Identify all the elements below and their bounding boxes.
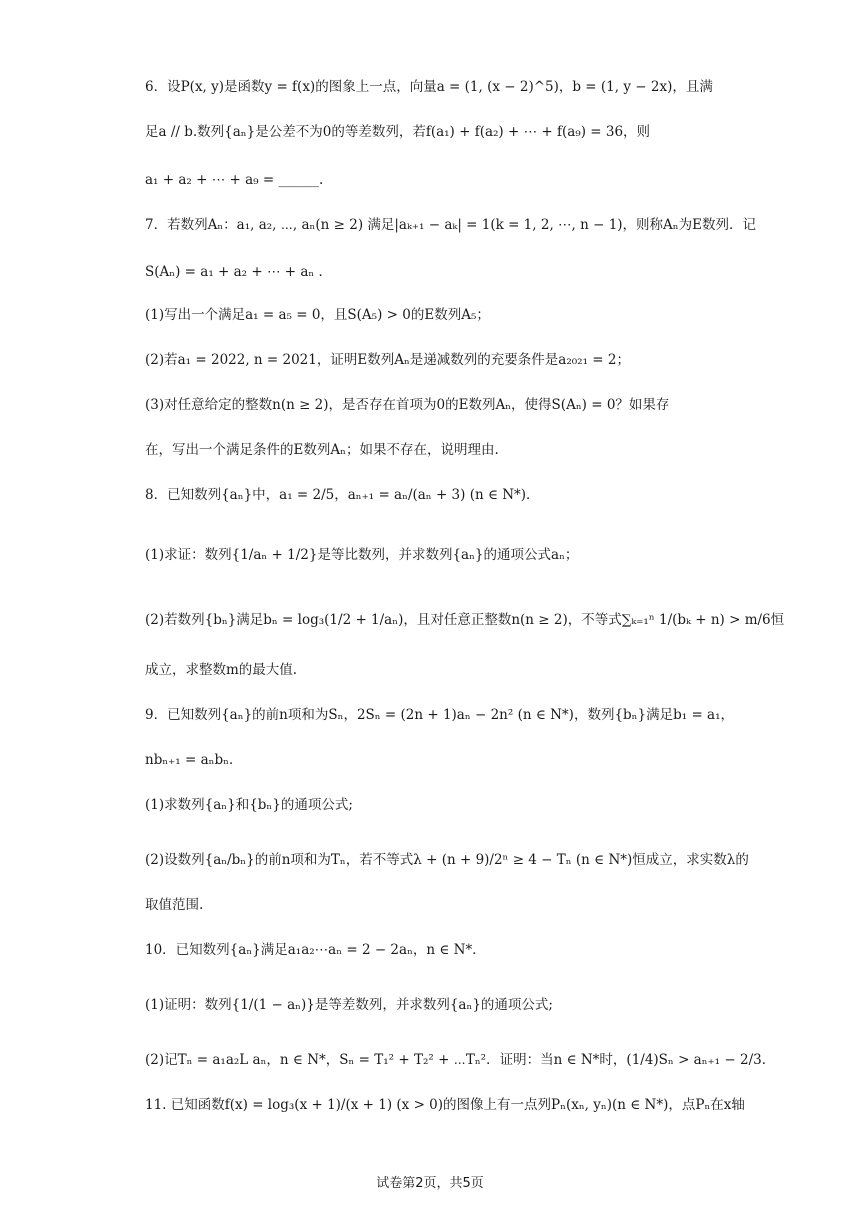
problem-6-line-3: a₁ + a₂ + ⋯ + a₉ = ______. [145, 172, 324, 188]
page-footer: 试卷第2页，共5页 [376, 1176, 484, 1191]
problem-6-line-2: 足a // b.数列{aₙ}是公差不为0的等差数列，若f(a₁) + f(a₂) + ⋯ + f(a₉) = 36，则 [145, 124, 651, 140]
problem-7-part-3-line-2: 在，写出一个满足条件的E数列Aₙ；如果不存在，说明理由. [145, 442, 499, 458]
problem-7-part-2: (2)若a₁ = 2022, n = 2021，证明E数列Aₙ是递减数列的充要条件是a₂₀₂₁ = 2； [145, 352, 630, 368]
problem-7-part-3-line-1: (3)对任意给定的整数n(n ≥ 2)，是否存在首项为0的E数列Aₙ，使得S(Aₙ) = 0？如果存 [145, 397, 670, 413]
problem-9-part-1: (1)求数列{aₙ}和{bₙ}的通项公式; [145, 797, 353, 813]
problem-6-line-1: 6．设P(x, y)是函数y = f(x)的图象上一点，向量a = (1, (x − 2)^5)，b = (1, y − 2x)，且满 [145, 79, 713, 95]
problem-8-part-2-line-2: 成立，求整数m的最大值. [145, 662, 298, 678]
problem-9-line-1: 9．已知数列{aₙ}的前n项和为Sₙ，2Sₙ = (2n + 1)aₙ − 2n² (n ∈ N*)，数列{bₙ}满足b₁ = a₁， [145, 707, 735, 723]
problem-9-line-2: nbₙ₊₁ = aₙbₙ． [145, 752, 243, 768]
problem-9-part-2-line-2: 取值范围. [145, 897, 204, 913]
problem-8-part-2-line-1: (2)若数列{bₙ}满足bₙ = log₃(1/2 + 1/aₙ)，且对任意正整数n(n ≥ 2)，不等式∑ₖ₌₁ⁿ 1/(bₖ + n) > m/6恒 [145, 612, 785, 628]
problem-10-part-1: (1)证明：数列{1/(1 − aₙ)}是等差数列，并求数列{aₙ}的通项公式; [145, 997, 553, 1013]
problem-8-line-1: 8．已知数列{aₙ}中，a₁ = 2/5，aₙ₊₁ = aₙ/(aₙ + 3) (n ∈ N*)． [145, 487, 540, 503]
problem-10-part-2: (2)记Tₙ = a₁a₂L aₙ，n ∈ N*，Sₙ = T₁² + T₂² + ⋯Tₙ²．证明：当n ∈ N*时，(1/4)Sₙ > aₙ₊₁ − 2/3． [145, 1052, 776, 1068]
problem-11-line-1: 11. 已知函数f(x) = log₃(x + 1)/(x + 1) (x > 0)的图像上有一点列Pₙ(xₙ, yₙ)(n ∈ N*)，点Pₙ在x轴 [145, 1097, 745, 1113]
problem-7-line-1: 7．若数列Aₙ：a₁, a₂, ⋯, aₙ(n ≥ 2) 满足|aₖ₊₁ − aₖ| = 1(k = 1, 2, ⋯, n − 1)，则称Aₙ为E数列．记 [145, 217, 757, 233]
problem-7-part-1: (1)写出一个满足a₁ = a₅ = 0，且S(A₅) > 0的E数列A₅； [145, 307, 490, 323]
problem-7-line-2: S(Aₙ) = a₁ + a₂ + ⋯ + aₙ ． [145, 264, 333, 280]
problem-9-part-2-line-1: (2)设数列{aₙ/bₙ}的前n项和为Tₙ，若不等式λ + (n + 9)/2ⁿ ≥ 4 − Tₙ (n ∈ N*)恒成立，求实数λ的 [145, 852, 749, 868]
problem-8-part-1: (1)求证：数列{1/aₙ + 1/2}是等比数列，并求数列{aₙ}的通项公式aₙ； [145, 547, 579, 563]
problem-10-line-1: 10．已知数列{aₙ}满足a₁a₂⋯aₙ = 2 − 2aₙ，n ∈ N*． [145, 942, 486, 958]
